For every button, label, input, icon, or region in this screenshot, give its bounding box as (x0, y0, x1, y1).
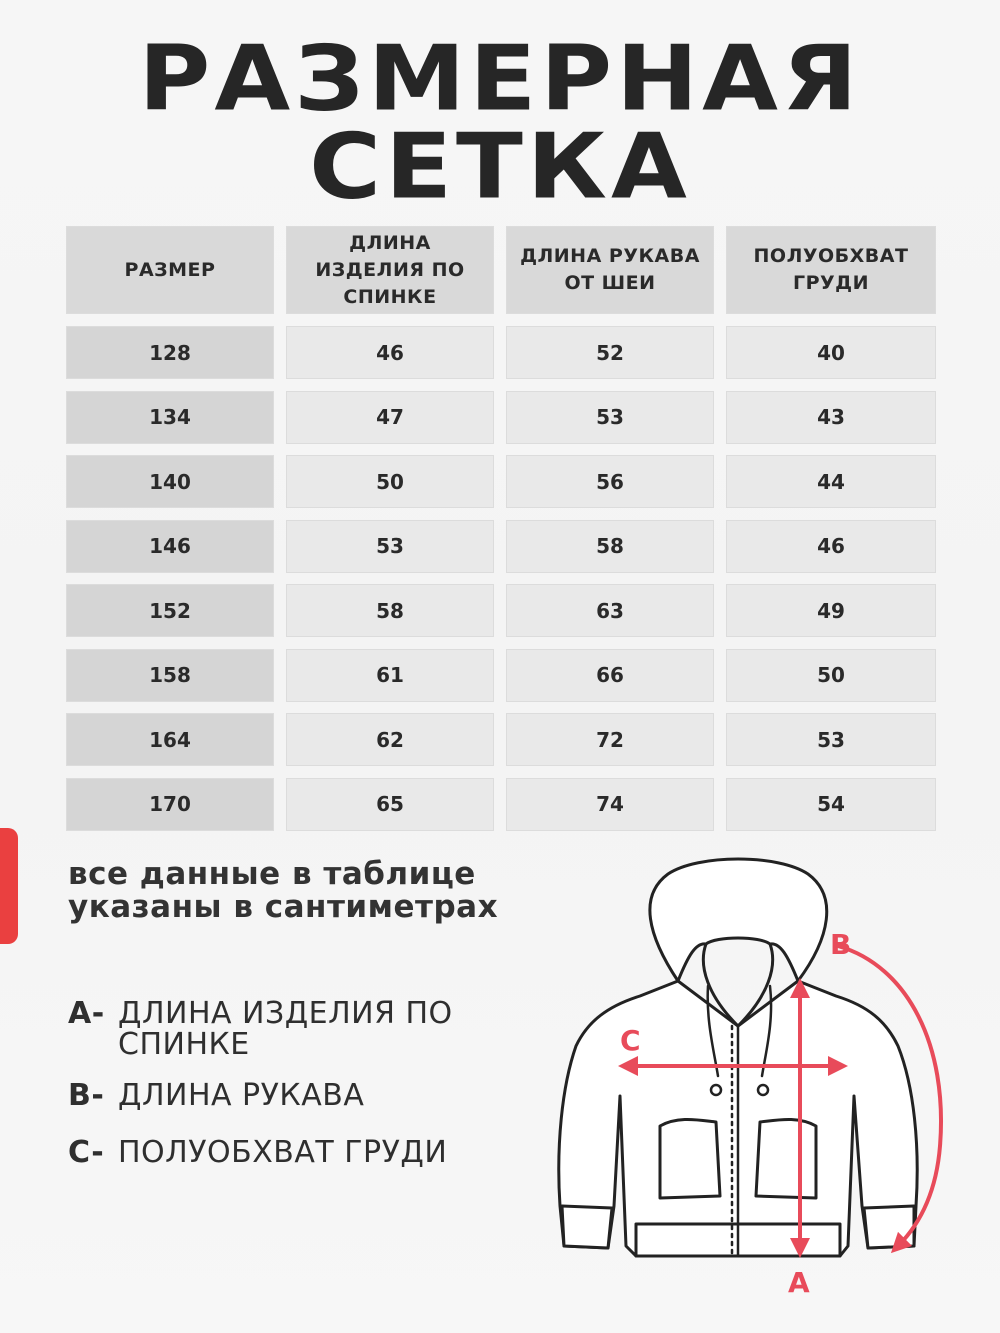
legend-b-text: ДЛИНА РУКАВА (118, 1078, 365, 1113)
cell-back-length: 58 (286, 584, 494, 637)
legend-b-key: B- (68, 1078, 105, 1113)
cell-half-chest: 49 (726, 584, 936, 637)
cell-half-chest: 43 (726, 391, 936, 444)
header-half-chest: ПОЛУОБХВАТ ГРУДИ (726, 226, 936, 314)
cell-sleeve-length: 58 (506, 520, 714, 573)
legend-c-key: C- (68, 1135, 105, 1170)
cell-back-length: 46 (286, 326, 494, 379)
table-row (66, 391, 936, 444)
header-back-length: ДЛИНА ИЗДЕЛИЯ ПО СПИНКЕ (286, 226, 494, 314)
cell-size: 146 (66, 520, 274, 573)
cell-back-length: 53 (286, 520, 494, 573)
cell-sleeve-length: 66 (506, 649, 714, 702)
cell-half-chest: 53 (726, 713, 936, 766)
cell-size: 158 (66, 649, 274, 702)
legend-a-text: ДЛИНА ИЗДЕЛИЯ ПО СПИНКЕ (118, 996, 453, 1062)
cell-sleeve-length: 52 (506, 326, 714, 379)
cell-half-chest: 54 (726, 778, 936, 831)
table-row (66, 520, 936, 573)
cell-half-chest: 46 (726, 520, 936, 573)
cell-size: 152 (66, 584, 274, 637)
table-row (66, 326, 936, 379)
table-row (66, 778, 936, 831)
label-b: B (830, 928, 852, 961)
label-c: C (620, 1024, 641, 1057)
cell-half-chest: 44 (726, 455, 936, 508)
hoodie-diagram (548, 846, 968, 1326)
table-row (66, 584, 936, 637)
cell-size: 134 (66, 391, 274, 444)
cell-back-length: 47 (286, 391, 494, 444)
page-title-line1: РАЗМЕРНАЯ (138, 26, 862, 132)
cell-back-length: 50 (286, 455, 494, 508)
table-header-row (66, 226, 936, 314)
cell-half-chest: 40 (726, 326, 936, 379)
cell-sleeve-length: 72 (506, 713, 714, 766)
cell-back-length: 65 (286, 778, 494, 831)
header-sleeve-length: ДЛИНА РУКАВА ОТ ШЕИ (506, 226, 714, 314)
cell-sleeve-length: 56 (506, 455, 714, 508)
cell-size: 128 (66, 326, 274, 379)
cell-size: 140 (66, 455, 274, 508)
legend-a-key: A- (68, 996, 105, 1031)
cell-size: 164 (66, 713, 274, 766)
cell-size: 170 (66, 778, 274, 831)
cell-sleeve-length: 74 (506, 778, 714, 831)
cell-sleeve-length: 53 (506, 391, 714, 444)
header-size: РАЗМЕР (66, 226, 274, 314)
units-note-line2: указаны в сантиметрах (68, 889, 499, 925)
table-row (66, 649, 936, 702)
table-row (66, 713, 936, 766)
legend-c-text: ПОЛУОБХВАТ ГРУДИ (118, 1135, 448, 1170)
units-note-line1: все данные в таблице (68, 856, 476, 892)
cell-sleeve-length: 63 (506, 584, 714, 637)
cell-back-length: 61 (286, 649, 494, 702)
page-title-line2: СЕТКА (309, 114, 691, 220)
cell-back-length: 62 (286, 713, 494, 766)
units-note (68, 858, 498, 924)
side-tab (0, 828, 18, 944)
table-row (66, 455, 936, 508)
cell-half-chest: 50 (726, 649, 936, 702)
label-a: A (788, 1266, 810, 1299)
